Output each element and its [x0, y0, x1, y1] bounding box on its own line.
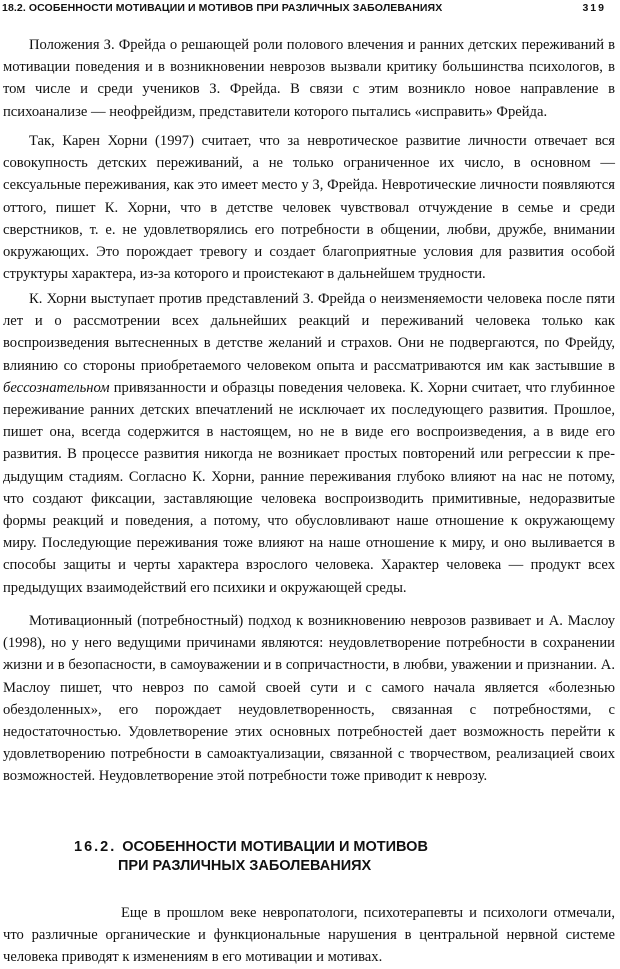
section-heading [74, 838, 594, 876]
page-number: 319 [582, 2, 606, 14]
paragraph-text: Так, Карен Хорни (1997) считает, что за невротическое развитие личности отвечает вся совокупность детских переживаний, а не только ограниченное их число, в основном — сексуальные переживания, как это имеет место у З, Фрейда. Невротические личности появляются оттого, пишет К. Хорни, что в детстве человек чувствовал отчуждение в семье и среди сверстников, т. е. не удовлетворялись его потребности в общении, любви, дружбе, внимании окружающих. Это порождает тревогу и создает благоприятные условия для развития особой структуры характера, из-за которого и проистекают в дальнейшем трудности. [3, 133, 615, 283]
paragraph-horney-neurosis [3, 130, 615, 285]
paragraph-text-part: К. Хорни выступает против представлений З. Фрейда о неизменяемости человека после пяти лет и о рассмотрении всех дальнейших реакций и переживаний человека только как воспроизведения вытесненных в детстве желаний и страхов. Они не подвергаются, по Фрейду, влиянию со стороны приобретаемого человеком опыта и рассматриваются им как застывшие в [3, 291, 615, 374]
section-title-line2: ПРИ РАЗЛИЧНЫХ ЗАБОЛЕВАНИЯХ [118, 858, 372, 874]
italic-term: бессознательном [3, 379, 110, 396]
paragraph-text-part: привязанности и образцы поведения человека. К. Хорни считает, что глубинное переживание ранних детских впечатлений не исключает их последующего развития. Прошлое, пишет она, всегда содержится в настоящем, но не в виде его воспроизведения, а в виде его развития. В процессе развития никогда не возникает простых повторений или регрессии к предыдущим стадиям. Согласно К. Хорни, ранние переживания глубоко влияют на нас не потому, что создают фиксации, заставляющие человека воспроизводить примитивные, недоразвитые формы реакций и поведения, а потому, что обусловливают наше отношение к окружающему миру. Последующие переживания тоже влияют на наше отношение к миру, и оно выливается в способы защиты и черты характера взрослого человека. Характер человека — продукт всех предыдущих взаимодействий его психики и окружающей среды. [3, 379, 615, 596]
paragraph-text: Положения З. Фрейда о решающей роли полового влечения и ранних детских переживаний в мотивации поведения и в возникновении неврозов вызвали критику большинства психологов, в том числе и среди учеников З. Фрейда. В связи с этим возникло новое направление в психоанализе — неофрейдизм, представители которого пытались «исправить» Фрейда. [3, 37, 615, 120]
paragraph-section-intro [3, 902, 615, 969]
paragraph-text [3, 288, 615, 599]
running-title: 18.2. ОСОБЕННОСТИ МОТИВАЦИИ И МОТИВОВ ПРИ РАЗЛИЧНЫХ ЗАБОЛЕВАНИЯХ [2, 2, 443, 14]
paragraph-text: Еще в прошлом веке невропатологи, психотерапевты и психологи отмечали, что различные органические и функциональные нарушения в центральной нервной системе человека приводят к изменениям в его мотивации и мотивах. [3, 905, 615, 966]
paragraph-maslow [3, 610, 615, 788]
section-number: 16.2. [74, 839, 117, 855]
paragraph-horney-development [3, 288, 615, 599]
paragraph-freud-critique [3, 34, 615, 123]
section-title-line1: ОСОБЕННОСТИ МОТИВАЦИИ И МОТИВОВ [122, 839, 428, 855]
running-header [0, 0, 620, 18]
paragraph-text: Мотивационный (потребностный) подход к возникновению неврозов развивает и А. Маслоу (1998), но у него ведущими причинами являются: неудовлетворение потребности в сохранении жизни и в безопасности, в самоуважении и в сопричастности, в любви, уважении и признании. А. Маслоу пишет, что невроз по самой своей сути и с самого начала является «болезнью обездоленных», его порождает неудовлетворенность, связанная с потребностями, с недостаточностью. Удовлетворение этих основных потребностей дает возможность перейти к удовлетворению потребности в самоактуализации, связанной с творчеством, реализацией своих возможностей. Неудовлетворение этой потребности тоже приводит к неврозу. [3, 613, 615, 785]
